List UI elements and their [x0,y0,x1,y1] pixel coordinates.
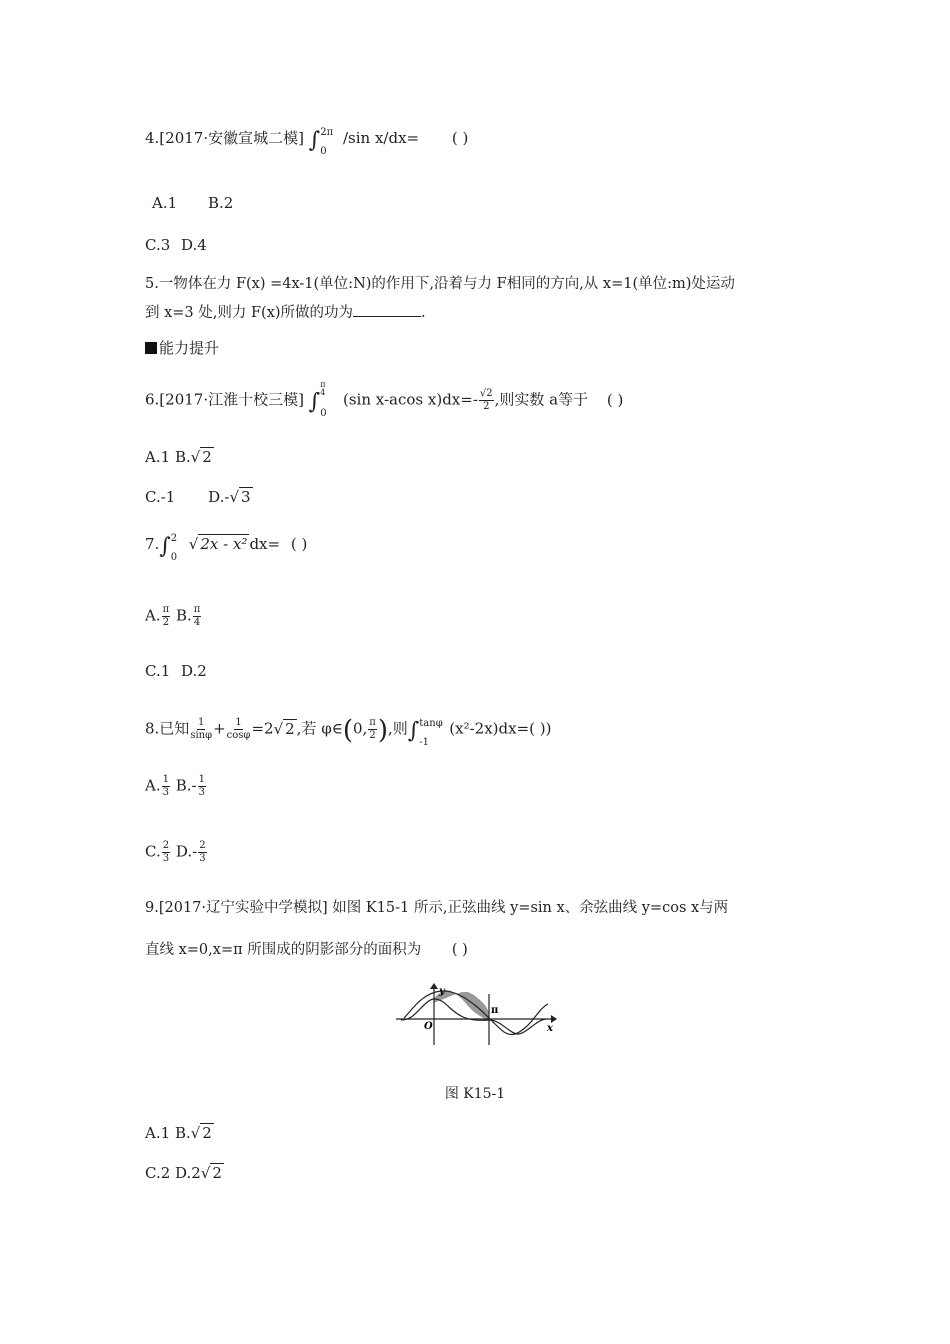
q4-options-cd [145,235,207,255]
sqrt: √ 3 [229,488,251,506]
q5-line2: 到 x=3 处,则力 F(x)所做的功为 . [145,302,426,323]
sqrt: √ 2x - x² [188,535,248,553]
option-a: A. [145,606,161,625]
answer-paren: ( ) [290,535,308,553]
integral-sign: ∫ [407,718,420,744]
integral-sign: ∫ [159,534,171,559]
y-axis-arrow [430,983,438,989]
q7-prefix: 7. [145,535,160,553]
q5-line1: 5.一物体在力 F(x) =4x-1(单位:N)的作用下,沿着与力 F相同的方向,从 x=1(单位:m)处运动 [145,276,735,292]
integral-sign: ∫ [308,128,321,153]
option-b: B.- [175,776,197,795]
label-y: y [439,986,445,997]
integral-sign: ∫ [308,389,321,415]
label-pi: π [491,1005,499,1016]
option-c: C.1 [145,662,171,680]
option-b: B. [175,606,192,625]
option-c: C.-1 [145,488,176,506]
option-d: D.2 [181,662,207,680]
q7-options-cd [145,661,207,681]
q7-tail: dx= [249,535,281,553]
q6-options-ab [145,447,214,467]
sqrt: √ 2 [200,1164,222,1182]
q9-options-cd [145,1163,224,1183]
option-d: D.- [175,842,198,861]
q9-options-ab [145,1123,214,1143]
figure-caption: 图 K15-1 [444,1086,506,1102]
option-b: B.2 [207,194,234,212]
option-c: C.2 [145,1164,171,1182]
option-d: D.2 [175,1164,201,1182]
option-d: D.4 [181,236,207,254]
option-b: B. [174,1124,191,1142]
option-c: C.3 [145,236,171,254]
option-d: D.- [208,488,230,506]
sqrt: √ 2 [190,1124,212,1142]
q6-limits: π 4 0 [320,379,327,419]
answer-paren: ) [535,719,546,738]
q7-options-ab: A. $\frac{\pi}{2}$ B. $\frac{\pi}{4}$ [145,604,201,628]
label-x: x [547,1023,553,1034]
option-a: A.1 [152,194,178,212]
question-7 [145,533,308,563]
q7-limits: 2 0 [170,533,178,563]
q6-integrand: (sin x-acos x)dx=- [343,390,478,409]
answer-paren: ( ) [451,942,468,958]
q4-options-ab [152,193,233,213]
q9-line1: 9.[2017·辽宁实验中学模拟] 如图 K15-1 所示,正弦曲线 y=sin x、余弦曲线 y=cos x与两 [145,900,729,916]
sqrt: √ 2 [273,719,295,738]
q8-options-ab: A. $\frac{1}{3}$ B.- $\frac{1}{3}$ [145,774,205,798]
option-a: A.1 [145,1124,171,1142]
section-header [145,338,219,358]
question-4 [145,127,469,157]
q8-limits: tanφ -1 [419,717,443,748]
q4-limits: 2π 0 [320,127,334,157]
answer-blank[interactable] [353,302,421,317]
answer-paren: ( ) [451,129,469,147]
x-axis-arrow [551,1015,557,1023]
square-bullet-icon [145,342,157,354]
sqrt: √ 2 [190,448,212,466]
label-origin: O [424,1021,433,1032]
option-a: A. [145,776,161,795]
option-a: A.1 [145,448,171,466]
question-6 [145,379,624,419]
question-8: 8.已知 $\frac{1}{\sin\varphi}$ + $\frac{1}{\cos\varphi}$ =2√ 2 ,若 φ∈(0, $\frac{\pi}{2}$ ),则∫ tanφ -1 (x²-2x)dx=( )) [145,715,552,748]
q8-options-cd: C. $\frac{2}{3}$ D.- $\frac{2}{3}$ [145,840,206,864]
q8-prefix: 8.已知 [145,719,190,738]
option-b: B. [174,448,191,466]
sine-cosine-figure [396,982,558,1048]
q8-integrand: (x²-2x)dx=( [449,719,536,738]
q9-line2: 直线 x=0,x=π 所围成的阴影部分的面积为 ( ) [145,942,468,958]
answer-paren: ( ) [606,390,624,409]
q4-prefix: 4.[2017·安徽宣城二模] [145,129,304,147]
q4-integrand: /sin x/dx= [343,129,420,147]
q6-suffix: ,则实数 a等于 [494,390,589,409]
section-title: 能力提升 [159,339,220,357]
q6-options-cd [145,487,253,507]
q6-fraction: $\frac{√2}{2}$ [479,388,493,412]
q6-prefix: 6.[2017·江淮十校三模] [145,390,304,409]
option-c: C. [145,842,161,861]
